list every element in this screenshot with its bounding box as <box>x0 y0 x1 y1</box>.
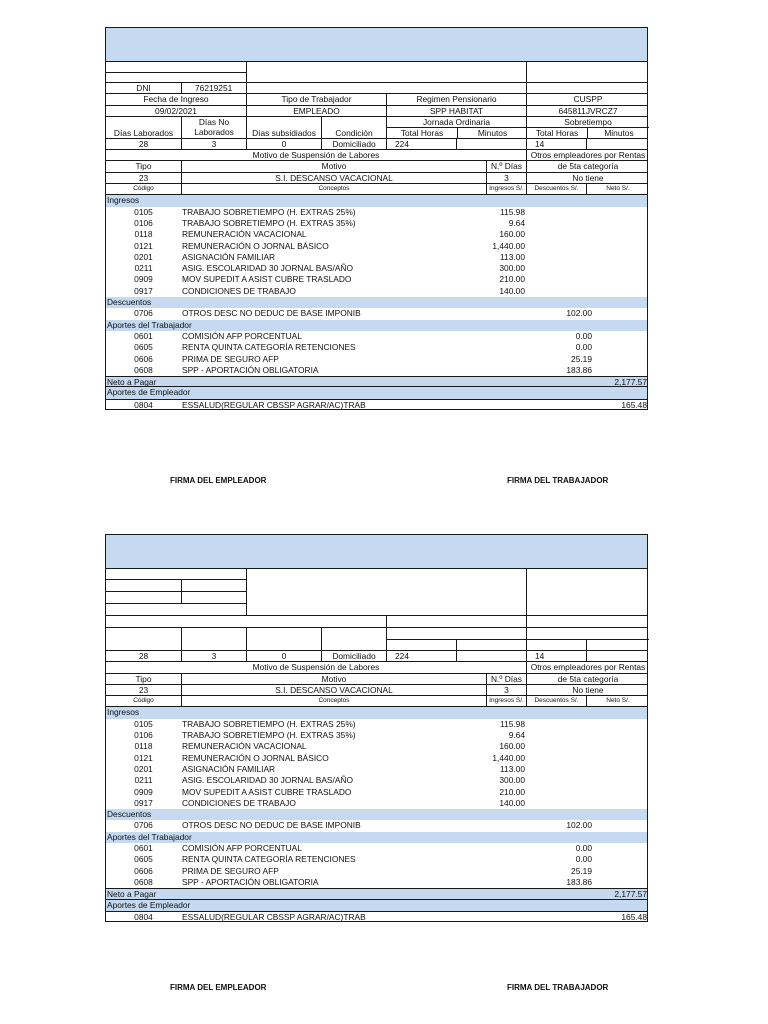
ingreso-code: 0211 <box>134 263 153 274</box>
firma-trabajador: FIRMA DEL TRABAJADOR <box>507 983 609 992</box>
ingreso-concept: CONDICIONES DE TRABAJO <box>182 797 296 808</box>
ingreso-amount: 9.64 <box>508 730 525 741</box>
fecha-ingreso-value: 09/02/2021 <box>155 105 197 116</box>
ingresos-list <box>105 207 648 297</box>
ingreso-code: 0909 <box>134 786 153 797</box>
ingreso-row <box>106 229 647 240</box>
aporte-emp-concept: ESSALUD(REGULAR CBSSP AGRAR/AC)TRAB <box>182 399 366 410</box>
ingreso-row <box>106 252 647 263</box>
slip-header-band <box>105 534 648 569</box>
aportes-trabajador-title-row <box>105 320 648 331</box>
dni-label: DNI <box>136 83 151 93</box>
ingreso-row <box>106 286 647 297</box>
concept-columns-row <box>105 696 648 707</box>
firma-empleador: FIRMA DEL EMPLEADOR <box>170 476 267 485</box>
aportes-trabajador-title: Aportes del Trabajador <box>107 831 192 842</box>
ingreso-row <box>106 241 647 252</box>
suspension-title-row <box>105 150 648 161</box>
condicion-value: Domiciliado <box>321 139 386 149</box>
ingreso-concept: MOV SUPEDIT A ASIST CUBRE TRASLADO <box>182 274 352 285</box>
ingreso-concept: TRABAJO SOBRETIEMPO (H. EXTRAS 35%) <box>182 217 356 228</box>
total-horas-2-label: Total Horas <box>535 127 579 138</box>
ingreso-concept: ASIGNACIÓN FAMILIAR <box>182 763 276 774</box>
ingreso-row <box>106 798 647 809</box>
suspension-motivo-value: S.I. DESCANSO VACACIONAL <box>181 173 486 183</box>
aporte-emp-row <box>105 399 648 410</box>
col-conceptos: Conceptos <box>181 184 486 194</box>
aportes-empleador-title: Aportes de Empleador <box>107 899 191 910</box>
aporte-emp-amount: 165.48 <box>621 399 647 410</box>
minutos-2-value <box>586 651 649 661</box>
descuento-code: 0706 <box>134 820 153 831</box>
cuspp-value: 645811JVRCZ7 <box>526 106 649 116</box>
ingreso-row <box>106 764 647 775</box>
minutos-label: Minutos <box>457 128 526 138</box>
minutos-value <box>456 651 526 661</box>
col-ingresos: Ingresos S/. <box>486 184 526 194</box>
ingreso-code: 0118 <box>134 229 153 240</box>
jornada-block <box>386 117 526 138</box>
tipo-trabajador-value: EMPLEADO <box>246 106 386 116</box>
aportes-empleador-title-row <box>105 900 648 911</box>
ingreso-code: 0106 <box>134 730 153 741</box>
suspension-values-row <box>105 685 648 696</box>
suspension-ndias-value: 3 <box>486 173 526 183</box>
aportes-empleador-title-row <box>105 387 648 398</box>
descuento-concept: OTROS DESC NO DEDUC DE BASE IMPONIB <box>182 820 361 831</box>
ingreso-code: 0201 <box>134 251 153 262</box>
aporte-code: 0605 <box>134 854 153 865</box>
ingresos-section-title <box>105 195 648 206</box>
aporte-code: 0606 <box>134 353 153 364</box>
suspension-motivo-value: S.I. DESCANSO VACACIONAL <box>181 685 486 695</box>
ingreso-row <box>106 730 647 741</box>
ingreso-row <box>106 274 647 285</box>
suspension-ndias-value: 3 <box>486 685 526 695</box>
header-labels-row <box>105 94 648 105</box>
regimen-label: Regimen Pensionario <box>386 94 526 104</box>
aporte-amount: 183.86 <box>566 364 592 375</box>
neto-value: 2,177.57 <box>614 889 647 899</box>
neto-row <box>105 376 648 387</box>
descuento-amount: 102.00 <box>566 820 592 831</box>
ingreso-amount: 115.98 <box>500 206 525 217</box>
payslip-1 <box>105 27 648 410</box>
ingreso-concept: CONDICIONES DE TRABAJO <box>182 285 296 296</box>
aporte-row <box>106 354 647 365</box>
otros-empleadores-label: Otros empleadores por Rentas <box>526 150 649 160</box>
ingresos-title: Ingresos <box>107 707 140 718</box>
total-horas-label: Total Horas <box>400 127 444 138</box>
aporte-code: 0608 <box>134 364 153 375</box>
ingreso-amount: 210.00 <box>499 274 525 285</box>
ingreso-amount: 300.00 <box>499 263 525 274</box>
ingreso-amount: 9.64 <box>508 217 525 228</box>
aporte-emp-code: 0804 <box>134 399 153 410</box>
neto-row <box>105 888 648 899</box>
dias-no-label-line2: Laborados <box>194 127 234 138</box>
regimen-value: SPP HABITAT <box>386 106 526 116</box>
sobretiempo-label: Sobretiempo <box>527 117 649 129</box>
aportes-trabajador-title: Aportes del Trabajador <box>107 319 192 330</box>
otros-empleadores-value: No tiene <box>526 685 649 695</box>
ingreso-concept: TRABAJO SOBRETIEMPO (H. EXTRAS 25%) <box>182 718 356 729</box>
neto-label: Neto a Pagar <box>107 889 157 899</box>
header-values-row <box>105 106 648 117</box>
suspension-tipo-value: 23 <box>138 172 149 183</box>
aporte-amount: 0.00 <box>575 342 592 353</box>
suspension-motivo-label: Motivo <box>181 161 486 171</box>
suspension-values-row <box>105 173 648 184</box>
dias-subsidiados-value: 0 <box>246 139 321 149</box>
ingreso-concept: REMUNERACIÓN O JORNAL BÁSICO <box>182 240 329 251</box>
ingreso-row <box>106 741 647 752</box>
ingresos-list <box>105 719 648 809</box>
aporte-row <box>106 866 647 877</box>
ingreso-code: 0121 <box>134 240 153 251</box>
ingreso-row <box>106 218 647 229</box>
aporte-row <box>106 877 647 888</box>
tipo-trabajador-label: Tipo de Trabajador <box>246 94 386 104</box>
aporte-concept: SPP - APORTACIÓN OBLIGATORIA <box>182 364 319 375</box>
minutos-2-value <box>586 139 649 149</box>
suspension-ndias-label: N.º Días <box>486 161 526 171</box>
ingreso-code: 0106 <box>134 217 153 228</box>
ingreso-concept: MOV SUPEDIT A ASIST CUBRE TRASLADO <box>182 786 352 797</box>
aporte-amount: 0.00 <box>575 854 592 865</box>
firma-trabajador: FIRMA DEL TRABAJADOR <box>507 476 609 485</box>
concept-columns-row <box>105 184 648 195</box>
ingreso-row <box>106 787 647 798</box>
ingreso-code: 0105 <box>134 718 153 729</box>
aporte-code: 0601 <box>134 330 153 341</box>
firma-empleador: FIRMA DEL EMPLEADOR <box>170 983 267 992</box>
descuentos-list <box>105 308 648 319</box>
slip-header-band <box>105 27 648 62</box>
dias-laborados-value: 28 <box>138 651 149 661</box>
ingreso-amount: 140.00 <box>499 797 525 808</box>
aporte-amount: 25.19 <box>571 353 592 364</box>
col-codigo: Código <box>133 185 154 193</box>
sobretiempo-block <box>526 117 649 138</box>
suspension-tipo-label: Tipo <box>135 161 152 172</box>
ingreso-amount: 113.00 <box>500 763 525 774</box>
employer-info-block <box>105 62 648 83</box>
ingreso-amount: 1,440.00 <box>492 752 525 763</box>
aporte-concept: PRIMA DE SEGURO AFP <box>182 865 279 876</box>
aporte-emp-code: 0804 <box>134 911 153 922</box>
total-horas-2-value: 14 <box>526 139 586 149</box>
col-descuentos: Descuentos S/. <box>526 696 586 706</box>
dias-laborados-value: 28 <box>138 138 149 149</box>
aportes-empleador-title: Aportes de Empleador <box>107 387 191 398</box>
aporte-row <box>106 854 647 865</box>
ingreso-concept: ASIG. ESCOLARIDAD 30 JORNAL BAS/AÑO <box>182 263 353 274</box>
ingreso-amount: 140.00 <box>499 285 525 296</box>
suspension-title: Motivo de Suspensión de Labores <box>252 662 380 673</box>
otros-empleadores-label-2: de 5ta categoría <box>526 674 649 684</box>
ingreso-row <box>106 719 647 730</box>
dias-no-laborados-label <box>181 117 246 138</box>
suspension-labels-row <box>105 674 648 685</box>
dni-row <box>105 83 648 94</box>
aporte-row <box>106 331 647 342</box>
aporte-concept: PRIMA DE SEGURO AFP <box>182 353 279 364</box>
total-horas-value: 224 <box>386 139 456 149</box>
aporte-row <box>106 843 647 854</box>
aportes-trabajador-list <box>105 331 648 376</box>
aporte-amount: 183.86 <box>566 876 592 887</box>
ingreso-row <box>106 263 647 274</box>
ingreso-code: 0105 <box>134 206 153 217</box>
employer-info-block <box>105 569 648 651</box>
aporte-emp-concept: ESSALUD(REGULAR CBSSP AGRAR/AC)TRAB <box>182 911 366 922</box>
ingreso-code: 0917 <box>134 797 153 808</box>
ingreso-amount: 1,440.00 <box>492 240 525 251</box>
aporte-code: 0601 <box>134 843 153 854</box>
aporte-emp-row <box>105 911 648 922</box>
otros-empleadores-label: Otros empleadores por Rentas <box>526 662 649 672</box>
ingreso-concept: REMUNERACIÓN VACACIONAL <box>182 741 307 752</box>
aporte-concept: RENTA QUINTA CATEGORÍA RETENCIONES <box>182 342 356 353</box>
ingreso-concept: TRABAJO SOBRETIEMPO (H. EXTRAS 35%) <box>182 730 356 741</box>
condicion-label: Condición <box>321 117 386 138</box>
neto-label: Neto a Pagar <box>107 377 157 387</box>
dias-subsidiados-label: Días subsidiados <box>246 117 321 138</box>
ingreso-concept: REMUNERACIÓN O JORNAL BÁSICO <box>182 752 329 763</box>
aporte-code: 0608 <box>134 876 153 887</box>
aporte-code: 0606 <box>134 865 153 876</box>
ingreso-amount: 210.00 <box>499 786 525 797</box>
jornada-label: Jornada Ordinaria <box>387 117 526 129</box>
ingreso-code: 0118 <box>134 741 153 752</box>
dias-laborados-label: Días Laborados <box>113 127 174 138</box>
cuspp-label: CUSPP <box>526 94 649 104</box>
ingreso-code: 0909 <box>134 274 153 285</box>
col-descuentos: Descuentos S/. <box>526 184 586 194</box>
descuentos-list <box>105 820 648 831</box>
ingreso-code: 0201 <box>134 763 153 774</box>
col-conceptos: Conceptos <box>181 696 486 706</box>
aporte-amount: 0.00 <box>575 330 592 341</box>
descuento-row <box>106 820 647 831</box>
ingreso-amount: 160.00 <box>499 741 525 752</box>
aporte-concept: COMISIÓN AFP PORCENTUAL <box>182 330 302 341</box>
ingreso-amount: 113.00 <box>500 251 525 262</box>
minutos-2-label: Minutos <box>587 128 649 138</box>
ingreso-row <box>106 207 647 218</box>
neto-value: 2,177.57 <box>614 377 647 387</box>
aportes-trabajador-title-row <box>105 832 648 843</box>
ingreso-amount: 300.00 <box>499 775 525 786</box>
suspension-ndias-label: N.º Días <box>486 674 526 684</box>
dni-value: 76219251 <box>181 83 246 93</box>
ingreso-amount: 115.98 <box>500 718 525 729</box>
col-ingresos: Ingresos S/. <box>486 696 526 706</box>
ingreso-code: 0211 <box>134 775 153 786</box>
ingreso-concept: TRABAJO SOBRETIEMPO (H. EXTRAS 25%) <box>182 206 356 217</box>
ingreso-concept: ASIGNACIÓN FAMILIAR <box>182 251 276 262</box>
aporte-concept: COMISIÓN AFP PORCENTUAL <box>182 843 302 854</box>
suspension-title: Motivo de Suspensión de Labores <box>252 150 380 161</box>
dias-no-laborados-value: 3 <box>181 651 246 661</box>
suspension-labels-row <box>105 161 648 172</box>
aportes-trabajador-list <box>105 843 648 888</box>
ingresos-title: Ingresos <box>107 195 140 206</box>
ingreso-amount: 160.00 <box>499 229 525 240</box>
dias-subsidiados-value: 0 <box>246 651 321 661</box>
otros-empleadores-value: No tiene <box>526 173 649 183</box>
aporte-row <box>106 342 647 353</box>
aporte-emp-amount: 165.48 <box>621 911 647 922</box>
ingreso-concept: ASIG. ESCOLARIDAD 30 JORNAL BAS/AÑO <box>182 775 353 786</box>
descuentos-title: Descuentos <box>107 297 152 308</box>
days-header <box>105 117 648 139</box>
descuento-concept: OTROS DESC NO DEDUC DE BASE IMPONIB <box>182 308 361 319</box>
total-horas-2-value: 14 <box>526 651 586 661</box>
aporte-code: 0605 <box>134 342 153 353</box>
aporte-concept: RENTA QUINTA CATEGORÍA RETENCIONES <box>182 854 356 865</box>
ingreso-code: 0917 <box>134 285 153 296</box>
suspension-tipo-value: 23 <box>138 684 149 695</box>
days-values-row <box>105 139 648 150</box>
descuentos-section-title <box>105 809 648 820</box>
dias-no-laborados-value: 3 <box>181 139 246 149</box>
days-values-row <box>105 651 648 662</box>
suspension-motivo-label: Motivo <box>181 674 486 684</box>
aporte-concept: SPP - APORTACIÓN OBLIGATORIA <box>182 876 319 887</box>
descuento-row <box>106 308 647 319</box>
descuento-amount: 102.00 <box>566 308 592 319</box>
col-codigo: Código <box>133 697 154 705</box>
suspension-title-row <box>105 662 648 673</box>
fecha-ingreso-label: Fecha de Ingreso <box>143 94 209 105</box>
aporte-amount: 0.00 <box>575 843 592 854</box>
aporte-row <box>106 365 647 376</box>
ingreso-code: 0121 <box>134 752 153 763</box>
descuento-code: 0706 <box>134 308 153 319</box>
dias-no-label-line1: Días No <box>198 116 230 127</box>
col-neto: Neto S/. <box>586 184 649 194</box>
ingreso-concept: REMUNERACIÓN VACACIONAL <box>182 229 307 240</box>
descuentos-section-title <box>105 297 648 308</box>
minutos-value <box>456 139 526 149</box>
otros-empleadores-label-2: de 5ta categoría <box>526 161 649 171</box>
descuentos-title: Descuentos <box>107 809 152 820</box>
col-neto: Neto S/. <box>586 696 649 706</box>
suspension-tipo-label: Tipo <box>135 673 152 684</box>
total-horas-value: 224 <box>386 651 456 661</box>
payslip-2 <box>105 534 648 922</box>
aporte-amount: 25.19 <box>571 865 592 876</box>
ingresos-section-title <box>105 707 648 718</box>
condicion-value: Domiciliado <box>321 651 386 661</box>
ingreso-row <box>106 753 647 764</box>
ingreso-row <box>106 775 647 786</box>
